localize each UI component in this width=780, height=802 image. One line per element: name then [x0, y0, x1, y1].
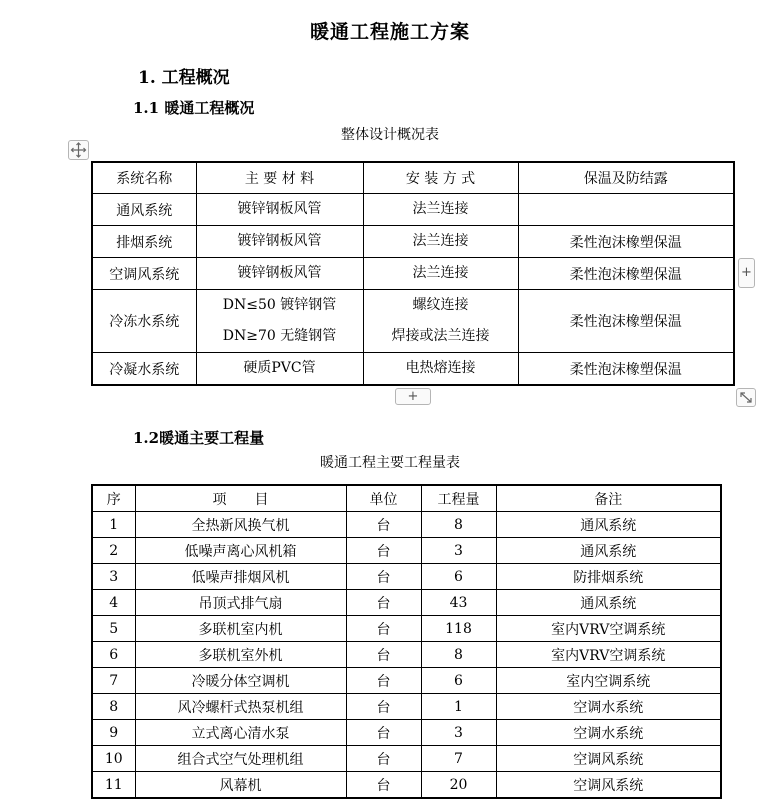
quantity-cell: 1: [421, 694, 496, 720]
item-name-cell: 冷暖分体空调机: [135, 668, 346, 694]
note-cell: 通风系统: [496, 512, 721, 538]
table-row: [92, 642, 721, 668]
table-row: [92, 290, 734, 353]
resize-icon: [737, 389, 755, 406]
material-cell: [196, 258, 363, 290]
table-row: [92, 746, 721, 772]
document-title: 暖通工程施工方案: [309, 21, 470, 43]
table-row: [92, 616, 721, 642]
item-name-cell: 吊顶式排气扇: [135, 590, 346, 616]
quantity-cell: 118: [421, 616, 496, 642]
item-name-cell: 全热新风换气机: [135, 512, 346, 538]
row-number-cell: 11: [92, 772, 135, 799]
material-cell-line: 硬质PVC管: [243, 360, 316, 376]
table-row: [92, 258, 734, 290]
note-cell: 室内VRV空调系统: [496, 616, 721, 642]
header-cell: 工程量: [421, 485, 496, 512]
quantity-cell: 7: [421, 746, 496, 772]
item-name-cell: 风冷螺杆式热泵机组: [135, 694, 346, 720]
insulation-cell: 柔性泡沫橡塑保温: [518, 258, 734, 290]
table-row: [92, 590, 721, 616]
insulation-cell: 柔性泡沫橡塑保温: [518, 353, 734, 386]
quantity-cell: 43: [421, 590, 496, 616]
header-cell: 主 要 材 料: [196, 162, 363, 194]
table-row: [92, 694, 721, 720]
unit-cell: 台: [346, 772, 421, 799]
insulation-cell: 柔性泡沫橡塑保温: [518, 290, 734, 353]
item-name-cell: 风幕机: [135, 772, 346, 799]
material-cell: [196, 290, 363, 353]
table-move-handle[interactable]: [68, 140, 89, 160]
unit-cell: 台: [346, 564, 421, 590]
table-row: [92, 772, 721, 799]
header-cell: 序: [92, 485, 135, 512]
note-cell: 空调风系统: [496, 772, 721, 799]
install-cell: [363, 258, 518, 290]
quantity-table-caption: 暖通工程主要工程量表: [320, 455, 460, 471]
material-cell-line: DN≤50 镀锌钢管: [222, 297, 337, 313]
table-header-row: [92, 485, 721, 512]
table-row: [92, 512, 721, 538]
table-row: [92, 226, 734, 258]
row-number-cell: 6: [92, 642, 135, 668]
unit-cell: 台: [346, 590, 421, 616]
unit-cell: 台: [346, 512, 421, 538]
move-icon: [69, 141, 88, 159]
insulation-cell: [518, 194, 734, 226]
table-row: [92, 668, 721, 694]
overview-table-caption: 整体设计概况表: [341, 127, 439, 143]
install-cell-line: 电热熔连接: [405, 360, 476, 376]
install-cell-line: 法兰连接: [412, 201, 469, 217]
quantity-cell: 8: [421, 642, 496, 668]
table-header-row: [92, 162, 734, 194]
material-cell-line: 镀锌钢板风管: [237, 265, 322, 281]
subsection-heading-hvac-overview: 1.1 暖通工程概况: [133, 99, 255, 117]
item-name-cell: 多联机室内机: [135, 616, 346, 642]
install-cell: [363, 290, 518, 353]
unit-cell: 台: [346, 616, 421, 642]
system-name-cell: 通风系统: [92, 194, 196, 226]
subsection-heading-hvac-quantities: 1.2暖通主要工程量: [133, 429, 265, 447]
material-cell-line: 镀锌钢板风管: [237, 233, 322, 249]
table-row: [92, 194, 734, 226]
header-cell: 安 装 方 式: [363, 162, 518, 194]
material-cell-line: DN≥70 无缝钢管: [222, 328, 337, 344]
row-number-cell: 3: [92, 564, 135, 590]
note-cell: 通风系统: [496, 538, 721, 564]
system-name-cell: 空调风系统: [92, 258, 196, 290]
material-cell: [196, 353, 363, 386]
table-row: [92, 538, 721, 564]
header-cell: 单位: [346, 485, 421, 512]
table-row: [92, 353, 734, 386]
header-cell: 备注: [496, 485, 721, 512]
material-cell: [196, 194, 363, 226]
header-cell: 项 目: [135, 485, 346, 512]
item-name-cell: 多联机室外机: [135, 642, 346, 668]
row-number-cell: 7: [92, 668, 135, 694]
note-cell: 空调水系统: [496, 694, 721, 720]
quantity-cell: 20: [421, 772, 496, 799]
row-number-cell: 2: [92, 538, 135, 564]
note-cell: 空调风系统: [496, 746, 721, 772]
note-cell: 室内VRV空调系统: [496, 642, 721, 668]
quantity-cell: 6: [421, 564, 496, 590]
item-name-cell: 低噪声排烟风机: [135, 564, 346, 590]
unit-cell: 台: [346, 668, 421, 694]
install-cell: [363, 194, 518, 226]
row-number-cell: 1: [92, 512, 135, 538]
add-row-button[interactable]: +: [395, 388, 431, 405]
quantity-table: [91, 484, 722, 799]
table-row: [92, 564, 721, 590]
quantity-cell: 8: [421, 512, 496, 538]
add-column-button[interactable]: +: [738, 258, 755, 288]
install-cell: [363, 353, 518, 386]
quantity-cell: 6: [421, 668, 496, 694]
quantity-cell: 3: [421, 538, 496, 564]
unit-cell: 台: [346, 538, 421, 564]
item-name-cell: 组合式空气处理机组: [135, 746, 346, 772]
header-cell: 系统名称: [92, 162, 196, 194]
install-cell-line: 焊接或法兰连接: [391, 328, 490, 344]
header-cell: 保温及防结露: [518, 162, 734, 194]
overview-table: [91, 161, 735, 386]
row-number-cell: 4: [92, 590, 135, 616]
note-cell: 通风系统: [496, 590, 721, 616]
install-cell-line: 法兰连接: [412, 233, 469, 249]
table-resize-handle[interactable]: [736, 388, 756, 407]
quantity-cell: 3: [421, 720, 496, 746]
note-cell: 室内空调系统: [496, 668, 721, 694]
unit-cell: 台: [346, 642, 421, 668]
system-name-cell: 排烟系统: [92, 226, 196, 258]
row-number-cell: 5: [92, 616, 135, 642]
unit-cell: 台: [346, 694, 421, 720]
note-cell: 防排烟系统: [496, 564, 721, 590]
item-name-cell: 立式离心清水泵: [135, 720, 346, 746]
insulation-cell: 柔性泡沫橡塑保温: [518, 226, 734, 258]
material-cell: [196, 226, 363, 258]
row-number-cell: 9: [92, 720, 135, 746]
section-heading-overview: 1. 工程概况: [138, 68, 230, 88]
install-cell-line: 螺纹连接: [412, 297, 469, 313]
item-name-cell: 低噪声离心风机箱: [135, 538, 346, 564]
install-cell-line: 法兰连接: [412, 265, 469, 281]
row-number-cell: 8: [92, 694, 135, 720]
system-name-cell: 冷凝水系统: [92, 353, 196, 386]
table-row: [92, 720, 721, 746]
install-cell: [363, 226, 518, 258]
material-cell-line: 镀锌钢板风管: [237, 201, 322, 217]
unit-cell: 台: [346, 720, 421, 746]
system-name-cell: 冷冻水系统: [92, 290, 196, 353]
row-number-cell: 10: [92, 746, 135, 772]
unit-cell: 台: [346, 746, 421, 772]
note-cell: 空调水系统: [496, 720, 721, 746]
